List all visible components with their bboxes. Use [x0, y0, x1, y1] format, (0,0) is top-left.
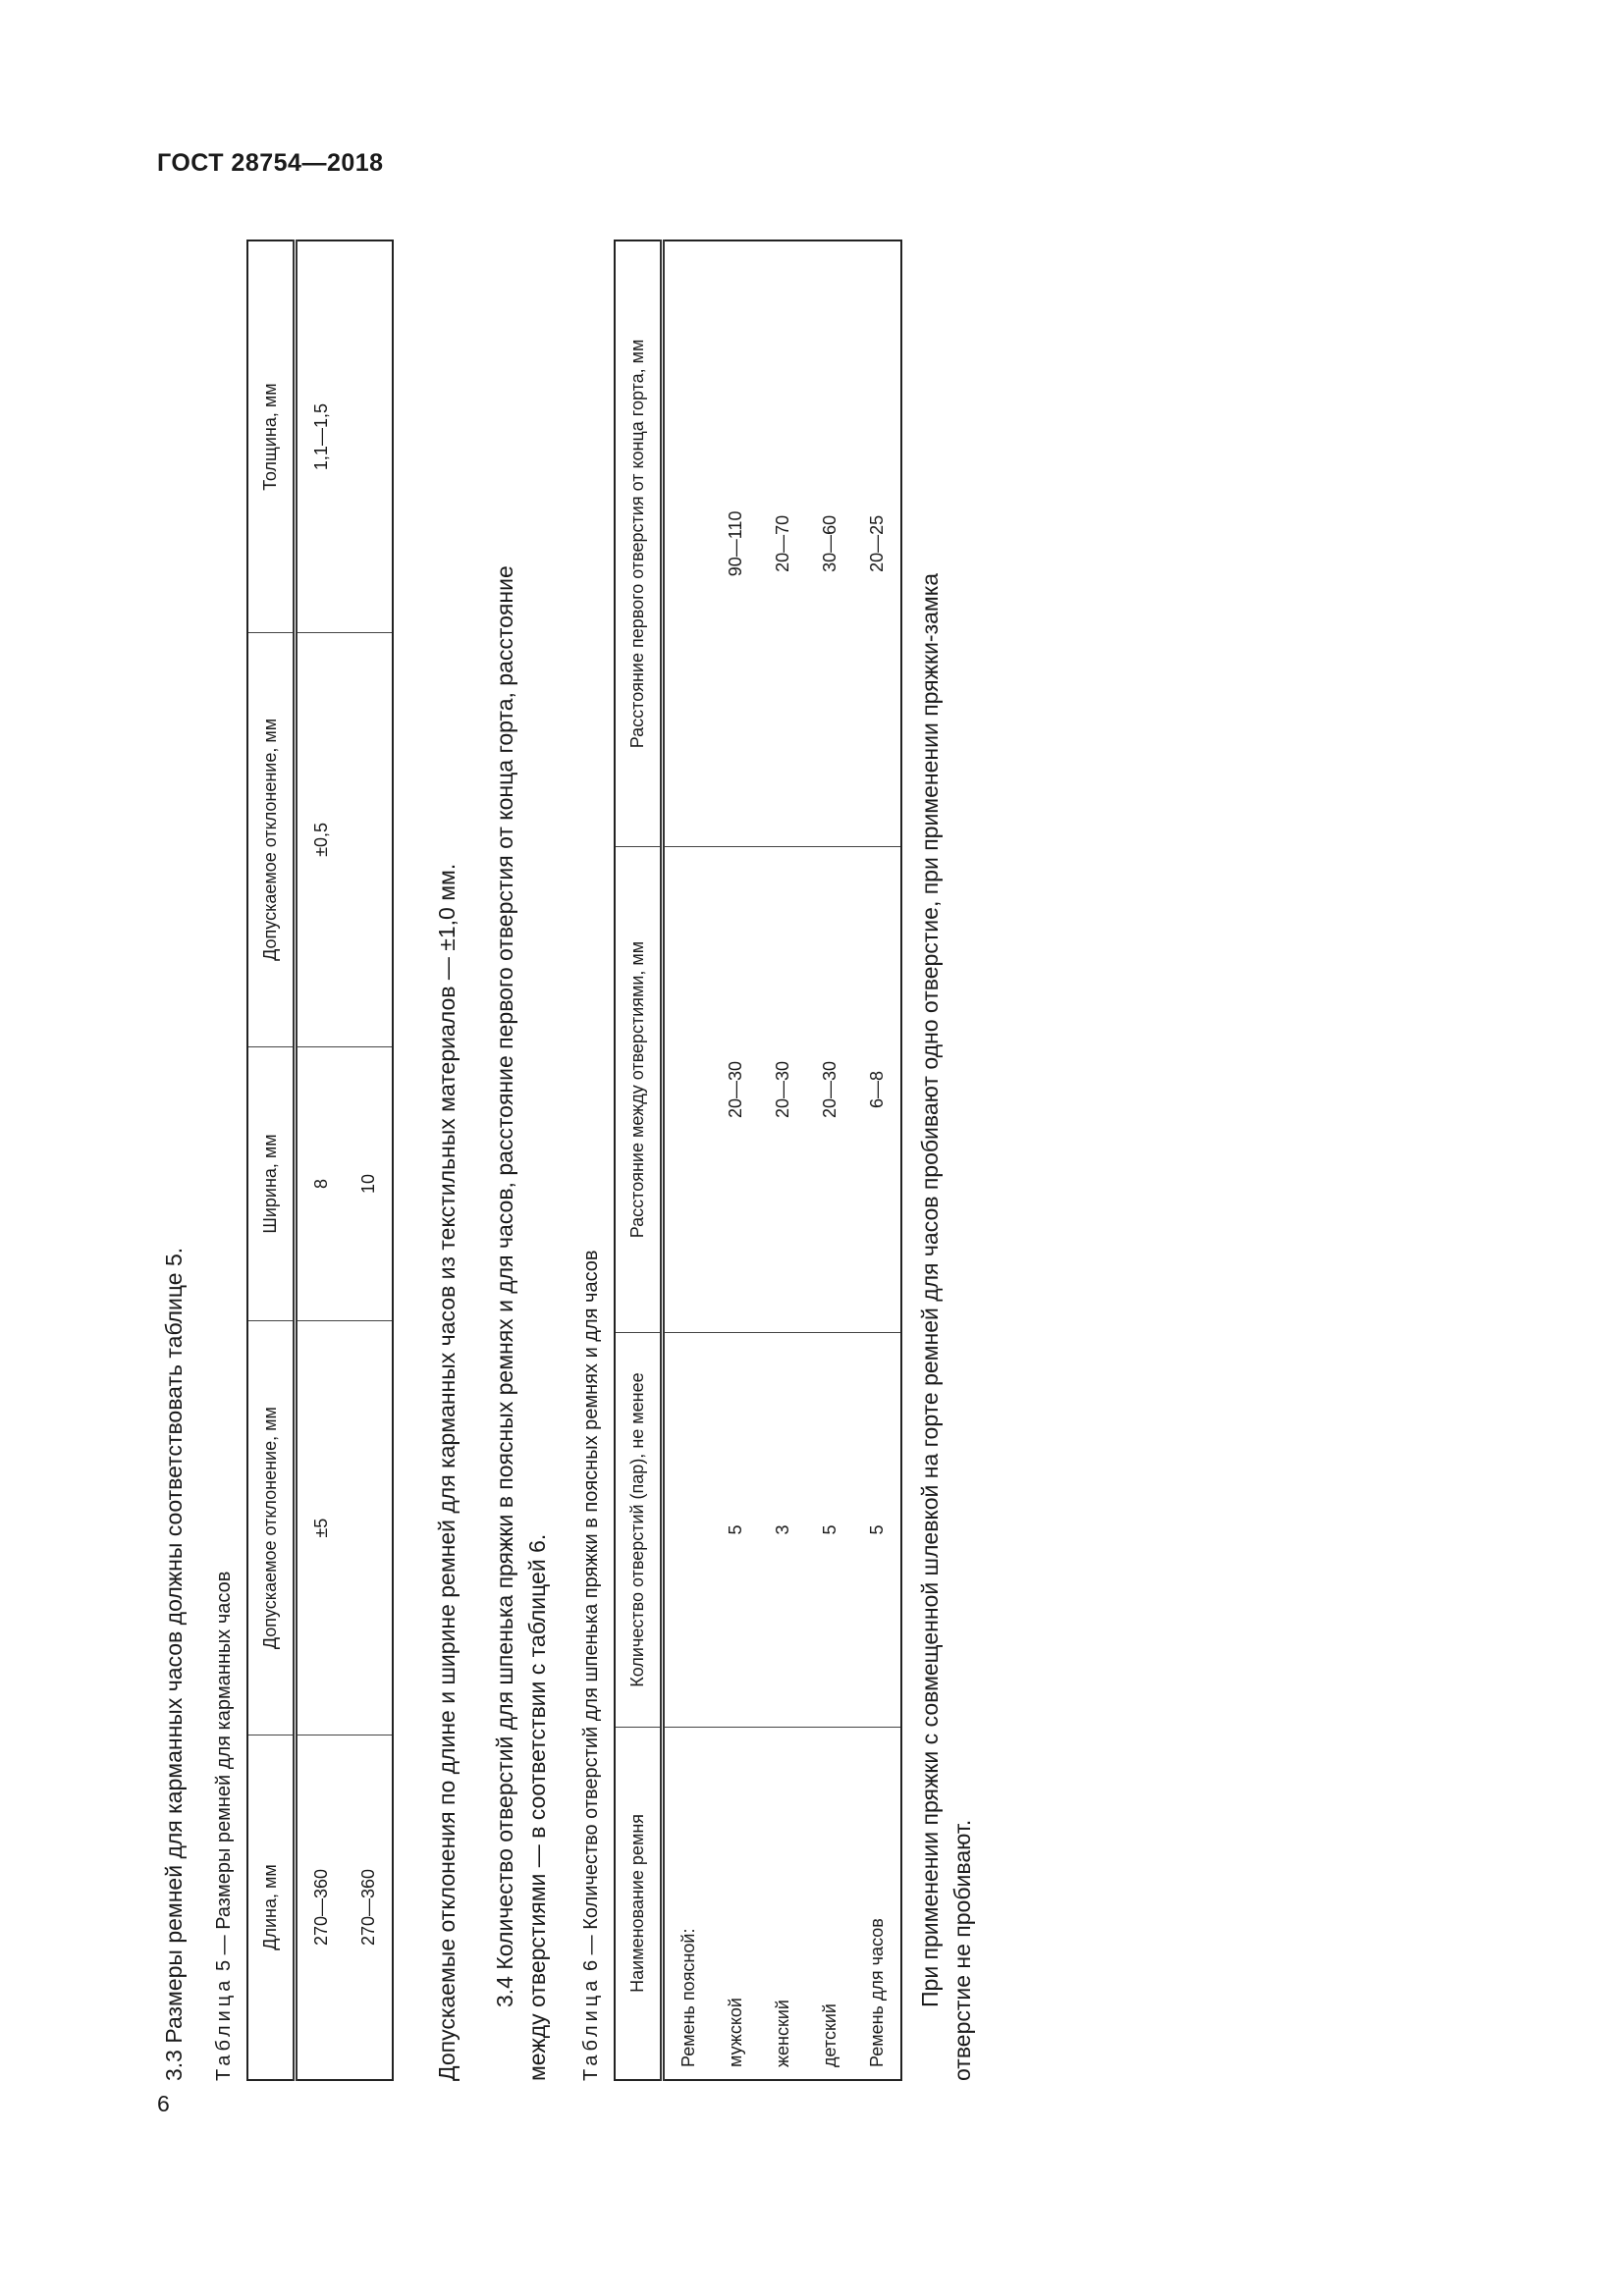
table6-cell: 6—8 — [853, 846, 901, 1332]
table6-cell: 5 — [853, 1333, 901, 1728]
table6-header-row — [615, 240, 662, 2080]
table6-cell: 5 — [712, 1333, 759, 1728]
table6-cell: 20—30 — [806, 846, 853, 1332]
table6-caption-rest: 6 — Количество отверстий для шпенька пряжки в поясных ремнях и для часов — [580, 1250, 602, 1977]
table6-cell: 20—30 — [759, 846, 806, 1332]
table5-caption-rest: 5 — Размеры ремней для карманных часов — [213, 1571, 235, 1977]
table5-cell: ±5 — [295, 1321, 345, 1735]
table6-header-cell: Расстояние между отверстиями, мм — [615, 846, 662, 1332]
table6-cell: 20—70 — [759, 240, 806, 846]
table-6 — [614, 240, 902, 2081]
table5-cell: 270—360 — [295, 1735, 345, 2080]
tolerance-note: Допускаемые отклонения по длине и ширине ремней для карманных часов из текстильных материалов — ±1,0 мм. — [434, 863, 460, 2081]
table-row — [295, 240, 345, 2080]
section-3-4-line1: 3.4 Количество отверстий для шпенька пряжки в поясных ремнях и для часов, расстояние первого отверстия от конца горта, расстояние — [492, 565, 517, 2007]
table6-cell — [662, 1333, 712, 1728]
section-3-4-line2: между отверстиями — в соответствии с таблицей 6. — [524, 1533, 550, 2081]
table-5 — [246, 240, 394, 2081]
table5-header-cell: Ширина, мм — [247, 1046, 295, 1321]
table6-cell: 30—60 — [806, 240, 853, 846]
table5-cell — [345, 633, 393, 1047]
table6-cell: 20—25 — [853, 240, 901, 846]
table6-caption — [578, 1250, 604, 2081]
table6-cell: Ремень поясной: — [662, 1727, 712, 2080]
table5-header-row — [247, 240, 295, 2080]
table-row — [853, 240, 901, 2080]
table6-cell — [662, 846, 712, 1332]
table-row — [662, 240, 712, 2080]
table6-cell: 90—110 — [712, 240, 759, 846]
table-row — [759, 240, 806, 2080]
table5-caption-word: Таблица — [213, 1976, 235, 2081]
table5-caption — [211, 1572, 237, 2081]
table5-cell: ±0,5 — [295, 633, 345, 1047]
final-note-line1: При применении пряжки с совмещенной шлевкой на горте ремней для часов пробивают одно отверстие, при применении пряжки-замка — [917, 572, 943, 2007]
table5-header-cell: Допускаемое отклонение, мм — [247, 633, 295, 1047]
table5-cell — [345, 1321, 393, 1735]
table6-cell: мужской — [712, 1727, 759, 2080]
section-3-3: 3.3 Размеры ремней для карманных часов должны соответствовать таблице 5. — [161, 1247, 187, 2081]
table5-cell — [345, 240, 393, 633]
table5-cell: 270—360 — [345, 1735, 393, 2080]
table5-header-cell: Толщина, мм — [247, 240, 295, 633]
table5-cell: 1,1—1,5 — [295, 240, 345, 633]
table6-header-cell: Количество отверстий (пар), не менее — [615, 1333, 662, 1728]
table6-cell: 3 — [759, 1333, 806, 1728]
table6-cell: детский — [806, 1727, 853, 2080]
table-row — [712, 240, 759, 2080]
table5-header-cell: Допускаемое отклонение, мм — [247, 1321, 295, 1735]
table5-cell: 10 — [345, 1046, 393, 1321]
table6-cell — [662, 240, 712, 846]
table6-cell: Ремень для часов — [853, 1727, 901, 2080]
table-row — [345, 240, 393, 2080]
table6-cell: женский — [759, 1727, 806, 2080]
final-note-line2: отверстие не пробивают. — [949, 1819, 975, 2081]
table5-header-cell: Длина, мм — [247, 1735, 295, 2080]
rotated-content — [152, 236, 997, 2081]
table6-header-cell: Расстояние первого отверстия от конца горта, мм — [615, 240, 662, 846]
page-number: 6 — [157, 2091, 170, 2116]
table5-cell: 8 — [295, 1046, 345, 1321]
table6-cell: 5 — [806, 1333, 853, 1728]
table6-header-cell: Наименование ремня — [615, 1727, 662, 2080]
table6-caption-word: Таблица — [580, 1976, 602, 2081]
document-header: ГОСТ 28754—2018 — [157, 149, 384, 177]
table6-cell: 20—30 — [712, 846, 759, 1332]
table-row — [806, 240, 853, 2080]
